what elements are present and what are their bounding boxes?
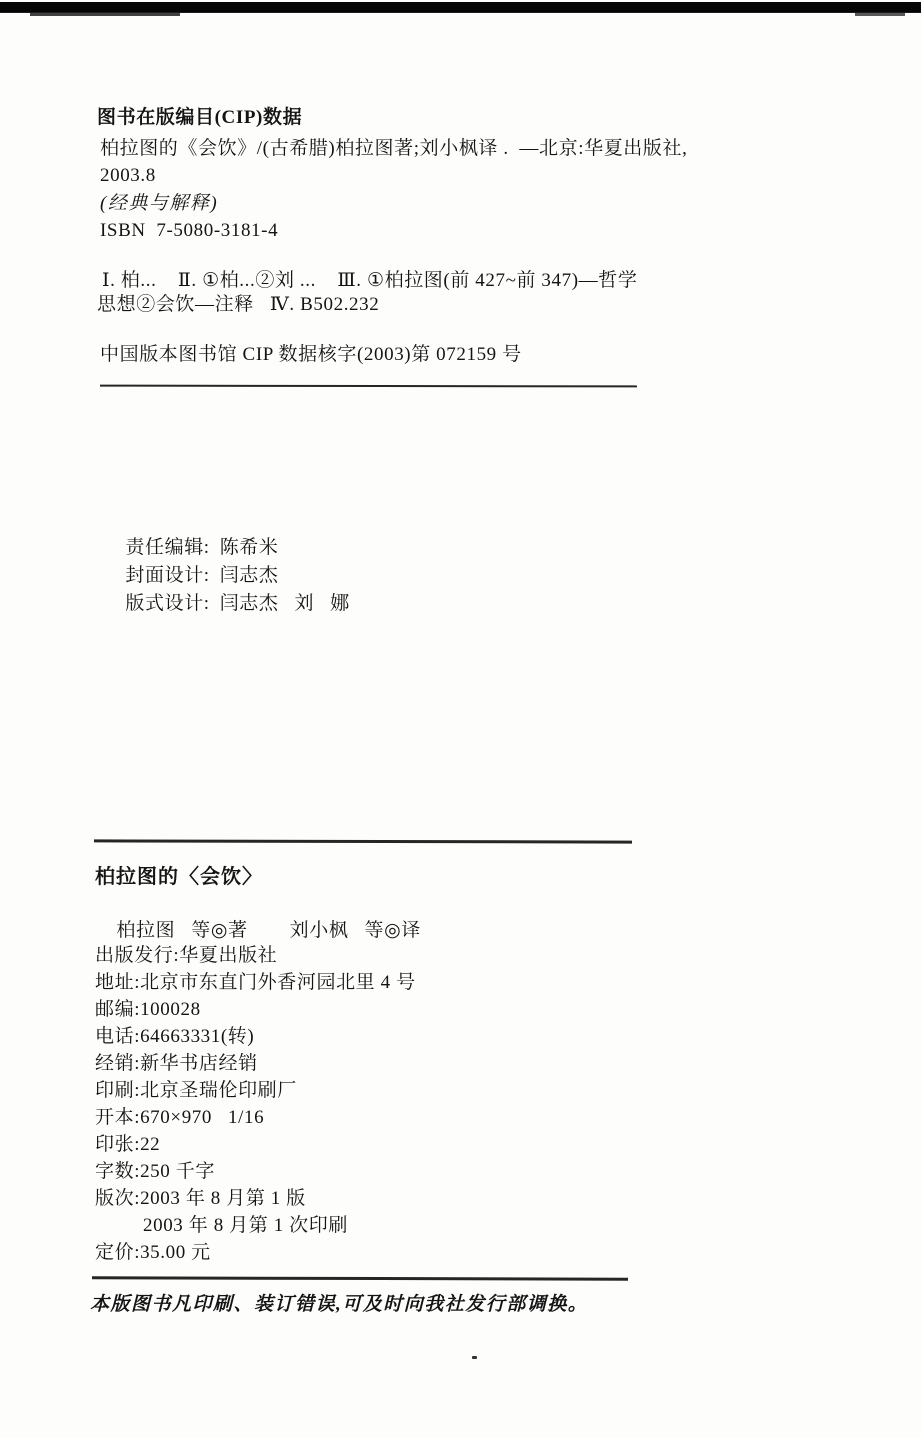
colophon-publisher: 出版发行:华夏出版社 [95, 945, 278, 966]
colophon-format: 开本:670×970 1/16 [95, 1107, 265, 1128]
byline-author: 柏拉图 等◎著 [116, 920, 248, 941]
cip-entry-line2: 2003.8 [100, 165, 156, 186]
cip-entry-line1: 柏拉图的《会饮》/(古希腊)柏拉图著;刘小枫译 . —北京:华夏出版社, [100, 138, 688, 159]
cip-classification-line1: Ⅰ. 柏... Ⅱ. ①柏...②刘 ... Ⅲ. ①柏拉图(前 427~前 347)—哲学 [102, 270, 638, 291]
credit-value: 闫志杰 [219, 565, 279, 586]
scan-smudge [30, 13, 180, 16]
exchange-notice: 本版图书凡印刷、装订错误,可及时向我社发行部调换。 [90, 1294, 589, 1315]
colophon-price: 定价:35.00 元 [95, 1242, 211, 1263]
cip-heading: 图书在版编目(CIP)数据 [97, 107, 303, 128]
byline-translator: 刘小枫 等◎译 [289, 920, 421, 941]
colophon-printing: 2003 年 8 月第 1 次印刷 [143, 1215, 348, 1236]
credit-label: 封面设计: [125, 565, 210, 586]
colophon-distribution: 经销:新华书店经销 [95, 1053, 258, 1074]
colophon-phone: 电话:64663331(转) [95, 1026, 255, 1047]
divider-rule-middle [94, 839, 632, 843]
cip-registration-number: 中国版本图书馆 CIP 数据核字(2003)第 072159 号 [100, 344, 522, 365]
cip-isbn: ISBN 7-5080-3181-4 [100, 220, 279, 241]
book-title: 柏拉图的〈会饮〉 [95, 866, 263, 888]
credit-value: 陈希米 [219, 537, 279, 558]
cip-series-note: (经典与解释) [100, 193, 219, 214]
colophon-printer: 印刷:北京圣瑞伦印刷厂 [95, 1080, 297, 1101]
colophon-sheets: 印张:22 [95, 1134, 161, 1155]
divider-rule-top [100, 385, 637, 388]
colophon-word-count: 字数:250 千字 [95, 1161, 215, 1182]
credit-row-layout-design [104, 569, 350, 638]
scan-smudge [855, 13, 905, 16]
colophon-address: 地址:北京市东直门外香河园北里 4 号 [95, 972, 416, 993]
credit-label: 责任编辑: [125, 537, 210, 558]
cip-classification-line2: 思想②会饮—注释 Ⅳ. B502.232 [97, 294, 380, 315]
credit-label: 版式设计: [125, 593, 210, 614]
colophon-edition: 版次:2003 年 8 月第 1 版 [95, 1188, 306, 1209]
divider-rule-bottom [92, 1276, 628, 1280]
colophon-postcode: 邮编:100028 [95, 999, 201, 1020]
credit-value: 闫志杰 刘 娜 [219, 593, 350, 614]
scan-speck [472, 1356, 477, 1359]
scan-edge-artifact-top [0, 2, 921, 13]
